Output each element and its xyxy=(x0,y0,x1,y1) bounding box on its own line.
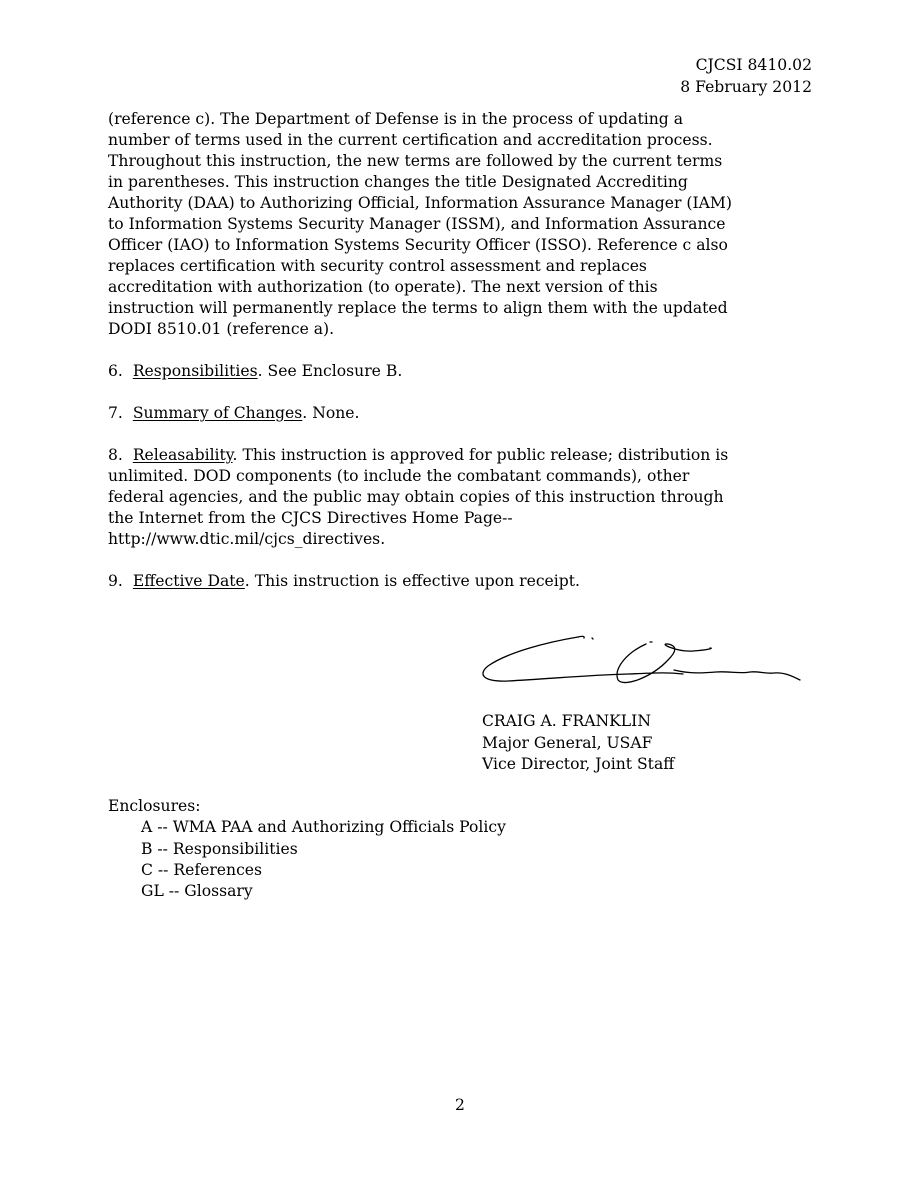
document-date: 8 February 2012 xyxy=(680,77,812,96)
section-7 xyxy=(108,403,808,424)
enclosure-item: C -- References xyxy=(141,860,263,879)
directives-url: http://www.dtic.mil/cjcs_directives. xyxy=(108,530,386,548)
intro-paragraph xyxy=(108,109,808,340)
paragraph-line: DODI 8510.01 (reference a). xyxy=(108,320,335,338)
signer-title: Vice Director, Joint Staff xyxy=(482,755,675,773)
signer-rank: Major General, USAF xyxy=(482,733,653,752)
section-7-line xyxy=(108,403,808,424)
section-7-number: 7. xyxy=(108,404,123,422)
paragraph-line: the Internet from the CJCS Directives Home Page-- xyxy=(108,509,513,527)
section-6 xyxy=(108,361,808,382)
section-8-number: 8. xyxy=(108,446,123,464)
section-8-text: . This instruction is approved for public release; distribution is xyxy=(232,446,729,464)
section-9 xyxy=(108,571,808,592)
paragraph-line: in parentheses. This instruction changes the title Designated Accrediting xyxy=(108,173,688,191)
signature-block xyxy=(482,711,674,776)
page-number: 2 xyxy=(455,1096,465,1114)
section-8-heading: Releasability xyxy=(132,446,233,464)
paragraph-line: Authority (DAA) to Authorizing Official, Information Assurance Manager (IAM) xyxy=(108,194,732,212)
section-8 xyxy=(108,445,808,550)
handwritten-signature xyxy=(478,630,808,688)
enclosure-item: B -- Responsibilities xyxy=(141,839,298,858)
section-9-line xyxy=(108,571,808,592)
section-7-text: . None. xyxy=(302,404,360,422)
paragraph-line: Throughout this instruction, the new terms are followed by the current terms xyxy=(108,152,723,170)
document-body xyxy=(108,109,808,592)
document-header xyxy=(680,55,812,98)
section-9-text: . This instruction is effective upon receipt. xyxy=(244,572,580,590)
section-9-heading: Effective Date xyxy=(132,572,245,590)
enclosures-label: Enclosures: xyxy=(108,797,201,815)
enclosures-list xyxy=(108,796,506,902)
enclosure-item: A -- WMA PAA and Authorizing Officials Policy xyxy=(141,818,506,837)
section-9-number: 9. xyxy=(108,572,123,590)
paragraph-line: federal agencies, and the public may obtain copies of this instruction through xyxy=(108,488,724,506)
document-number: CJCSI 8410.02 xyxy=(695,56,812,74)
paragraph-line: unlimited. DOD components (to include the combatant commands), other xyxy=(108,467,690,485)
signer-name: CRAIG A. FRANKLIN xyxy=(482,712,651,730)
paragraph-line: to Information Systems Security Manager (ISSM), and Information Assurance xyxy=(108,215,726,233)
paragraph-line: (reference c). The Department of Defense is in the process of updating a xyxy=(108,110,683,128)
section-6-heading: Responsibilities xyxy=(132,362,258,380)
enclosure-item: GL -- Glossary xyxy=(141,882,253,901)
section-7-heading: Summary of Changes xyxy=(132,404,303,422)
paragraph-line: number of terms used in the current certification and accreditation process. xyxy=(108,131,713,149)
paragraph-line: replaces certification with security control assessment and replaces xyxy=(108,257,647,275)
paragraph-line: instruction will permanently replace the terms to align them with the updated xyxy=(108,299,728,317)
section-6-line xyxy=(108,361,808,382)
section-6-number: 6. xyxy=(108,362,123,380)
section-8-first-line xyxy=(108,445,808,466)
paragraph-line: accreditation with authorization (to operate). The next version of this xyxy=(108,278,658,296)
paragraph-line: Officer (IAO) to Information Systems Security Officer (ISSO). Reference c also xyxy=(108,236,728,254)
section-6-text: . See Enclosure B. xyxy=(257,362,403,380)
